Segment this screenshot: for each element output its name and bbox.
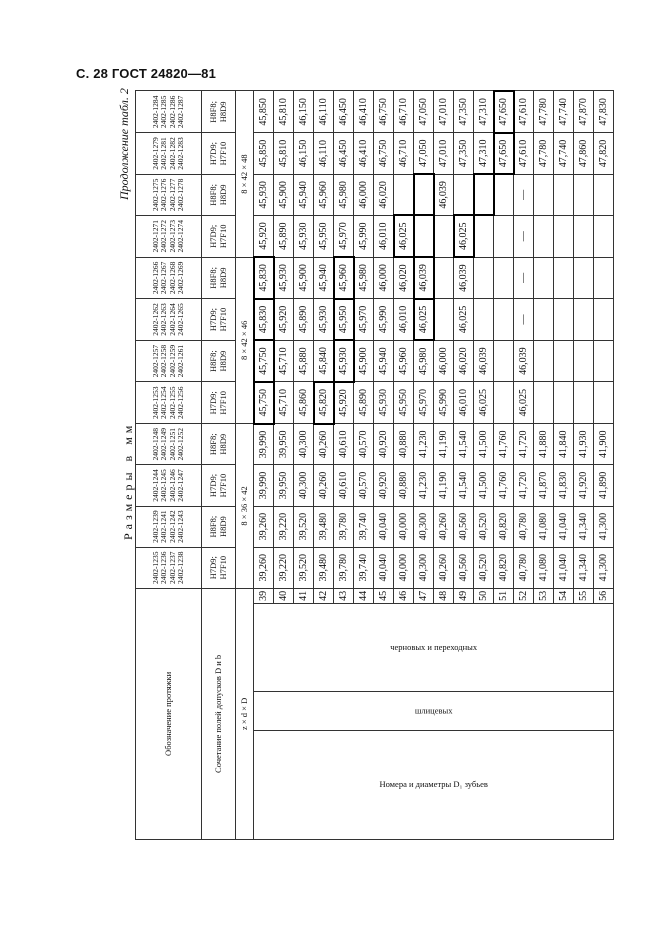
data-cell: 40,570 (354, 465, 374, 506)
data-cell: 40,920 (374, 424, 394, 465)
data-cell (494, 382, 514, 424)
data-cell: 46,000 (434, 340, 454, 382)
zdD-header: z × d × D (236, 588, 254, 839)
data-cell: 46,410 (354, 133, 374, 175)
data-cell: 45,900 (274, 174, 294, 215)
data-cell (494, 299, 514, 341)
column-fit: H7D9; H7F10 (202, 215, 236, 257)
data-cell: 41,340 (574, 547, 594, 588)
data-cell (594, 340, 614, 382)
data-cell (414, 215, 434, 257)
data-cell: 46,010 (394, 299, 414, 341)
tooth-number: 40 (274, 588, 294, 603)
data-cell: 39,780 (334, 506, 354, 547)
data-cell (534, 340, 554, 382)
data-cell (574, 382, 594, 424)
data-cell: 47,780 (534, 91, 554, 133)
data-cell: 47,870 (574, 91, 594, 133)
data-cell: 45,830 (254, 257, 274, 299)
data-cell (474, 174, 494, 215)
data-cell: 45,830 (254, 299, 274, 341)
data-cell: 41,760 (494, 424, 514, 465)
data-cell: 41,190 (434, 424, 454, 465)
data-cell: 45,970 (354, 299, 374, 341)
data-cell: 47,820 (594, 133, 614, 175)
data-cell: 45,980 (354, 257, 374, 299)
sizes-title: Размеры в мм (121, 421, 135, 540)
size-group: 8 × 42 × 48 (236, 91, 254, 257)
data-cell: 39,740 (354, 547, 374, 588)
column-codes: 2402-1248 2402-1249 2402-1251 2402-1252 (136, 424, 202, 465)
data-cell: 45,990 (354, 215, 374, 257)
data-cell (454, 174, 474, 215)
column-codes: 2402-1275 2402-1276 2402-1277 2402-1278 (136, 174, 202, 215)
data-cell: 39,220 (274, 547, 294, 588)
data-cell (554, 257, 574, 299)
data-cell: — (514, 257, 534, 299)
data-cell: 41,830 (554, 465, 574, 506)
tooth-number: 53 (534, 588, 554, 603)
tooth-number: 48 (434, 588, 454, 603)
data-cell: 41,920 (574, 465, 594, 506)
data-cell: 46,010 (374, 215, 394, 257)
data-cell: 41,890 (594, 465, 614, 506)
data-cell (474, 215, 494, 257)
data-cell (554, 215, 574, 257)
data-cell: 40,520 (474, 506, 494, 547)
data-cell: 39,950 (274, 465, 294, 506)
data-cell: 46,000 (374, 257, 394, 299)
data-cell: 46,010 (454, 382, 474, 424)
data-cell: 47,350 (454, 91, 474, 133)
data-cell: 41,540 (454, 424, 474, 465)
tooth-number: 45 (374, 588, 394, 603)
data-cell: 39,520 (294, 547, 314, 588)
data-cell: 45,710 (274, 382, 294, 424)
designation-header: Обозначение протяжки (136, 588, 202, 839)
data-cell: 39,260 (254, 506, 274, 547)
column-fit: H8F8; H8D9 (202, 174, 236, 215)
data-cell (574, 257, 594, 299)
data-cell: 40,040 (374, 506, 394, 547)
data-cell: 47,830 (594, 91, 614, 133)
data-cell: 46,750 (374, 133, 394, 175)
data-cell: — (514, 215, 534, 257)
data-cell: 45,810 (274, 91, 294, 133)
data-cell: 47,350 (454, 133, 474, 175)
column-codes: 2402-1253 2402-1254 2402-1255 2402-1256 (136, 382, 202, 424)
data-cell: 41,900 (594, 424, 614, 465)
data-cell: 40,610 (334, 424, 354, 465)
data-cell: 39,780 (334, 547, 354, 588)
column-fit: H7D9; H7F10 (202, 547, 236, 588)
column-fit: H7D9; H7F10 (202, 465, 236, 506)
data-cell: 46,710 (394, 91, 414, 133)
data-cell (574, 215, 594, 257)
data-cell: 45,960 (394, 340, 414, 382)
data-cell: 41,540 (454, 465, 474, 506)
data-cell: 39,950 (274, 424, 294, 465)
data-cell: 45,940 (314, 257, 334, 299)
data-cell: 45,950 (314, 215, 334, 257)
column-fit: H8F8; H8D9 (202, 506, 236, 547)
column-fit: H7D9; H7F10 (202, 133, 236, 175)
data-cell: 41,230 (414, 465, 434, 506)
data-cell: 46,039 (414, 257, 434, 299)
data-cell (574, 340, 594, 382)
data-cell: 45,860 (294, 382, 314, 424)
data-cell: 40,520 (474, 547, 494, 588)
column-fit: H8F8; H8D9 (202, 340, 236, 382)
data-cell: 46,710 (394, 133, 414, 175)
data-cell: 39,220 (274, 506, 294, 547)
data-cell: 46,025 (514, 382, 534, 424)
data-cell: 45,900 (294, 257, 314, 299)
data-cell: 45,850 (254, 91, 274, 133)
data-cell: 41,720 (514, 424, 534, 465)
column-codes: 2402-1244 2402-1245 2402-1246 2402-1247 (136, 465, 202, 506)
data-cell: 41,720 (514, 465, 534, 506)
data-cell: 47,010 (434, 91, 454, 133)
data-cell (434, 299, 454, 341)
data-cell: 39,260 (254, 547, 274, 588)
column-fit: H8F8; H8D9 (202, 424, 236, 465)
data-cell: 46,110 (314, 133, 334, 175)
data-cell: 40,570 (354, 424, 374, 465)
data-cell: 41,500 (474, 424, 494, 465)
data-cell: 40,820 (494, 506, 514, 547)
column-codes: 2402-1284 2402-1285 2402-1286 2402-1287 (136, 91, 202, 133)
data-cell: 41,080 (534, 506, 554, 547)
data-cell: 46,020 (454, 340, 474, 382)
data-cell: 45,990 (374, 299, 394, 341)
column-codes: 2402-1235 2402-1236 2402-1237 2402-1238 (136, 547, 202, 588)
data-cell: 45,920 (334, 382, 354, 424)
data-cell: 40,260 (314, 424, 334, 465)
data-cell: 39,990 (254, 424, 274, 465)
data-cell (534, 382, 554, 424)
data-cell: 45,930 (294, 215, 314, 257)
data-cell: 45,890 (294, 299, 314, 341)
side-label-rough-text: черновых и переходных (390, 641, 477, 652)
data-cell: 46,039 (434, 174, 454, 215)
data-cell (594, 257, 614, 299)
tooth-number: 51 (494, 588, 514, 603)
tooth-number: 49 (454, 588, 474, 603)
data-cell: 40,260 (434, 547, 454, 588)
data-cell: 45,880 (294, 340, 314, 382)
data-cell: 46,039 (514, 340, 534, 382)
data-cell: 45,810 (274, 133, 294, 175)
data-cell: 40,920 (374, 465, 394, 506)
data-cell: 47,610 (514, 91, 534, 133)
data-cell: 40,000 (394, 547, 414, 588)
data-cell: 45,980 (414, 340, 434, 382)
data-cell: 46,025 (414, 299, 434, 341)
data-cell (474, 299, 494, 341)
data-cell: 46,039 (454, 257, 474, 299)
data-cell: 41,500 (474, 465, 494, 506)
data-cell (574, 174, 594, 215)
data-cell: 45,930 (254, 174, 274, 215)
data-cell (594, 215, 614, 257)
data-cell: 45,930 (314, 299, 334, 341)
data-cell (434, 215, 454, 257)
data-cell: 45,930 (334, 340, 354, 382)
tooth-number: 54 (554, 588, 574, 603)
data-cell: 46,150 (294, 91, 314, 133)
data-cell: 45,940 (294, 174, 314, 215)
size-group: 8 × 36 × 42 (236, 424, 254, 589)
data-cell: 41,930 (574, 424, 594, 465)
data-cell: 39,740 (354, 506, 374, 547)
data-cell: 46,410 (354, 91, 374, 133)
data-cell: 46,025 (454, 299, 474, 341)
data-cell: — (514, 299, 534, 341)
data-cell: 45,990 (434, 382, 454, 424)
data-cell: 47,650 (494, 133, 514, 175)
data-cell (554, 299, 574, 341)
data-cell: 47,650 (494, 91, 514, 133)
data-cell: 45,970 (414, 382, 434, 424)
data-cell (594, 174, 614, 215)
data-cell: 47,310 (474, 133, 494, 175)
data-cell (534, 215, 554, 257)
data-cell: 41,880 (534, 424, 554, 465)
data-cell (494, 215, 514, 257)
data-cell (594, 382, 614, 424)
data-cell: 41,300 (594, 506, 614, 547)
data-cell (394, 174, 414, 215)
data-cell: 40,780 (514, 547, 534, 588)
data-cell: 46,450 (334, 133, 354, 175)
data-cell: 41,040 (554, 506, 574, 547)
data-cell: 46,039 (474, 340, 494, 382)
data-cell: 45,750 (254, 382, 274, 424)
data-cell (534, 299, 554, 341)
data-cell: 39,990 (254, 465, 274, 506)
data-cell: 40,300 (294, 465, 314, 506)
data-cell: 40,820 (494, 547, 514, 588)
data-cell: 41,870 (534, 465, 554, 506)
data-cell: 45,930 (374, 382, 394, 424)
tooth-number: 41 (294, 588, 314, 603)
data-cell: 46,150 (294, 133, 314, 175)
size-group: 8 × 42 × 46 (236, 257, 254, 424)
side-label-spline (254, 691, 614, 730)
data-cell: 45,900 (354, 340, 374, 382)
dimensions-table (135, 90, 614, 840)
data-cell (474, 257, 494, 299)
data-cell: — (514, 174, 534, 215)
data-cell: 40,880 (394, 424, 414, 465)
column-fit: H8F8; H8D9 (202, 91, 236, 133)
tooth-number: 52 (514, 588, 534, 603)
column-codes: 2402-1239 2402-1241 2402-1242 2402-1243 (136, 506, 202, 547)
column-codes: 2402-1271 2402-1272 2402-1273 2402-1274 (136, 215, 202, 257)
data-cell: 40,260 (314, 465, 334, 506)
side-label-diameters-text: Номера и диаметры D₁ зубьев (379, 779, 488, 790)
data-cell: 40,560 (454, 547, 474, 588)
data-cell: 45,930 (274, 257, 294, 299)
tooth-number: 56 (594, 588, 614, 603)
page-header: С. 28 ГОСТ 24820—81 (76, 66, 217, 81)
data-cell: 47,050 (414, 133, 434, 175)
data-cell (534, 174, 554, 215)
data-cell: 45,890 (274, 215, 294, 257)
tooth-number: 50 (474, 588, 494, 603)
data-cell: 45,960 (314, 174, 334, 215)
data-cell: 45,820 (314, 382, 334, 424)
tooth-number: 42 (314, 588, 334, 603)
tooth-number: 47 (414, 588, 434, 603)
data-cell (494, 340, 514, 382)
data-cell: 40,560 (454, 506, 474, 547)
data-cell: 40,300 (414, 506, 434, 547)
data-cell: 46,000 (354, 174, 374, 215)
data-cell: 45,920 (254, 215, 274, 257)
data-cell: 45,920 (274, 299, 294, 341)
data-cell (574, 299, 594, 341)
continuation-note: Продолжение табл. 2 (117, 88, 131, 200)
data-cell: 47,610 (514, 133, 534, 175)
data-cell: 41,340 (574, 506, 594, 547)
data-cell: 39,520 (294, 506, 314, 547)
tooth-number: 44 (354, 588, 374, 603)
data-cell (554, 174, 574, 215)
tooth-number: 46 (394, 588, 414, 603)
data-cell: 40,260 (434, 506, 454, 547)
data-cell: 45,890 (354, 382, 374, 424)
data-cell: 39,480 (314, 547, 334, 588)
data-cell: 47,860 (574, 133, 594, 175)
rotated-table-frame (115, 90, 615, 840)
data-cell: 41,080 (534, 547, 554, 588)
data-cell: 40,780 (514, 506, 534, 547)
data-cell: 45,710 (274, 340, 294, 382)
data-cell: 47,010 (434, 133, 454, 175)
data-cell: 45,950 (334, 299, 354, 341)
data-cell: 41,840 (554, 424, 574, 465)
data-cell: 47,310 (474, 91, 494, 133)
data-cell: 39,480 (314, 506, 334, 547)
data-cell: 45,950 (394, 382, 414, 424)
data-cell: 40,300 (294, 424, 314, 465)
data-cell: 41,230 (414, 424, 434, 465)
column-fit: H8F8; H8D9 (202, 257, 236, 299)
data-cell (554, 340, 574, 382)
data-cell: 46,025 (394, 215, 414, 257)
data-cell: 40,040 (374, 547, 394, 588)
data-cell: 47,740 (554, 133, 574, 175)
data-cell: 40,000 (394, 506, 414, 547)
side-label-spline-text: шлицевых (414, 705, 453, 716)
fit-combination-header: Сочетание полей допусков D и b (202, 588, 236, 839)
data-cell: 40,880 (394, 465, 414, 506)
data-cell (414, 174, 434, 215)
data-cell: 46,025 (454, 215, 474, 257)
data-cell: 41,760 (494, 465, 514, 506)
data-cell: 45,980 (334, 174, 354, 215)
data-cell: 47,780 (534, 133, 554, 175)
column-codes: 2402-1266 2402-1267 2402-1268 2402-1269 (136, 257, 202, 299)
tooth-number: 55 (574, 588, 594, 603)
data-cell: 47,740 (554, 91, 574, 133)
data-cell: 46,110 (314, 91, 334, 133)
data-cell: 45,970 (334, 215, 354, 257)
data-cell (594, 299, 614, 341)
column-codes: 2402-1257 2402-1258 2402-1259 2402-1261 (136, 340, 202, 382)
data-cell: 45,840 (314, 340, 334, 382)
data-cell: 45,940 (374, 340, 394, 382)
column-codes: 2402-1279 2402-1281 2402-1282 2402-1283 (136, 133, 202, 175)
data-cell (494, 174, 514, 215)
column-codes: 2402-1262 2402-1263 2402-1264 2402-1265 (136, 299, 202, 341)
data-cell: 46,020 (374, 174, 394, 215)
data-cell: 45,850 (254, 133, 274, 175)
data-cell: 46,025 (474, 382, 494, 424)
data-cell: 45,960 (334, 257, 354, 299)
data-cell: 46,750 (374, 91, 394, 133)
data-cell: 47,050 (414, 91, 434, 133)
data-cell (494, 257, 514, 299)
data-cell: 45,750 (254, 340, 274, 382)
data-cell (434, 257, 454, 299)
column-fit: H7D9; H7F10 (202, 299, 236, 341)
tooth-number: 39 (254, 588, 274, 603)
data-cell: 46,450 (334, 91, 354, 133)
data-cell: 40,300 (414, 547, 434, 588)
data-cell (554, 382, 574, 424)
data-cell: 46,020 (394, 257, 414, 299)
data-cell: 40,610 (334, 465, 354, 506)
data-cell: 41,300 (594, 547, 614, 588)
data-cell: 41,040 (554, 547, 574, 588)
side-label-diameters (254, 730, 614, 839)
data-cell: 41,190 (434, 465, 454, 506)
data-cell (534, 257, 554, 299)
tooth-number: 43 (334, 588, 354, 603)
side-label-rough (254, 604, 614, 692)
column-fit: H7D9; H7F10 (202, 382, 236, 424)
